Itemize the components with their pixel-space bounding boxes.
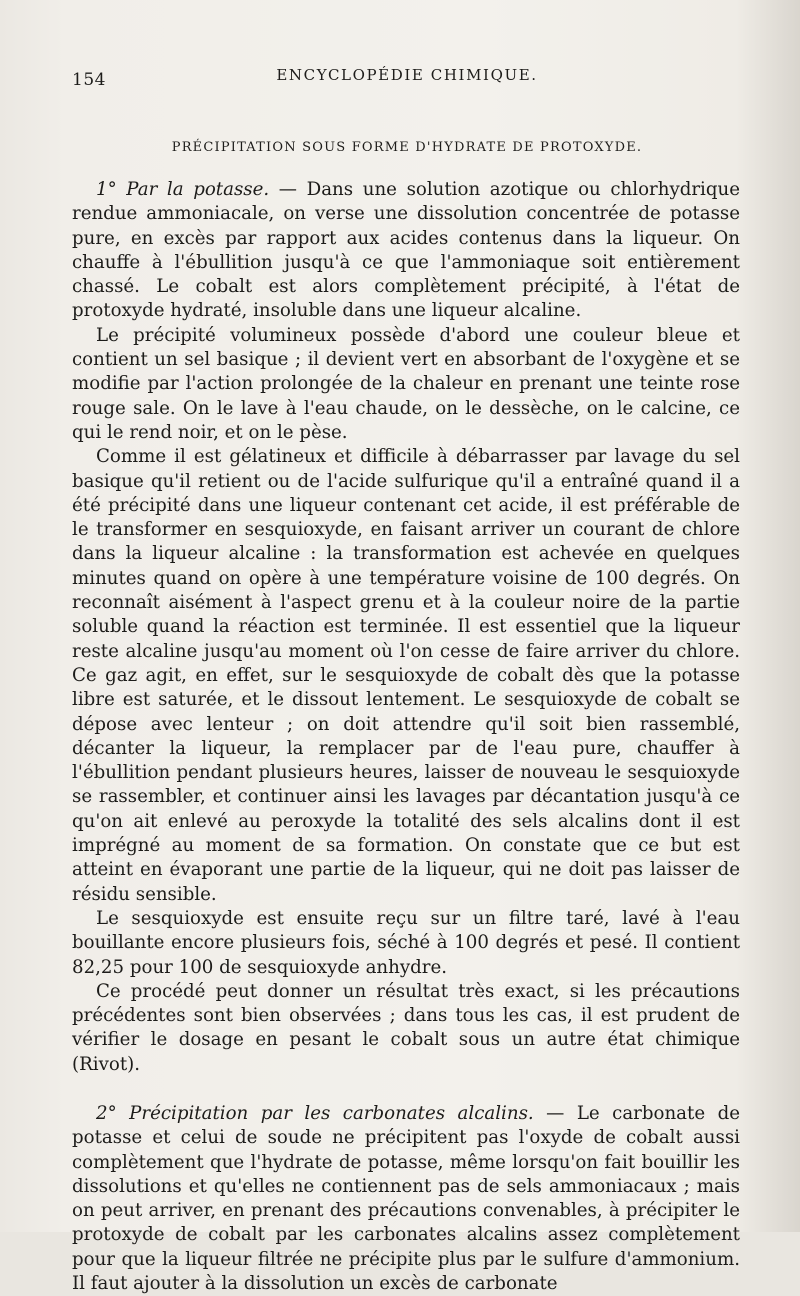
running-title: ENCYCLOPÉDIE CHIMIQUE. bbox=[276, 66, 538, 84]
page-header bbox=[72, 66, 742, 92]
paragraph bbox=[72, 1102, 740, 1296]
paragraph: Ce procédé peut donner un résultat très exact, si les précautions précédentes sont bien observées ; dans tous les cas, il est prudent de vérifier le dosage en pesant le cobalt sous un autre état chimique (Rivot). bbox=[72, 980, 740, 1075]
section-heading: PRÉCIPITATION SOUS FORME D'HYDRATE DE PROTOXYDE. bbox=[171, 140, 643, 155]
paragraph: Le précipité volumineux possède d'abord une couleur bleue et contient un sel basique ; il devient vert en absorbant de l'oxygène et se modifie par l'action prolongée de la chaleur en prenant une teinte rose rouge sale. On le lave à l'eau chaude, on le dessèche, on le calcine, ce qui le rend noir, et on le pèse. bbox=[72, 324, 740, 443]
paragraph-text: — Le carbonate de potasse et celui de soude ne précipitent pas l'oxyde de cobalt aussi complètement que l'hydrate de potasse, même lorsqu'on fait bouillir les dissolutions et qu'elles ne contiennent pas de sels ammoniacaux ; mais on peut arriver, en prenant des précautions convenables, à précipiter le protoxyde de cobalt par les carbonates alcalins assez complètement pour que la liqueur filtrée ne précipite plus par le sulfure d'ammonium. Il faut ajouter à la dissolution un excès de carbonate bbox=[72, 1102, 740, 1295]
paragraph: Comme il est gélatineux et difficile à débarrasser par lavage du sel basique qu'il retient ou de l'acide sulfurique qu'il a entraîné quand il a été précipité dans une liqueur contenant cet acide, il est préférable de le transformer en sesquioxyde, en faisant arriver un courant de chlore dans la liqueur alcaline : la transformation est achevée en quelques minutes quand on opère à une température voisine de 100 degrés. On reconnaît aisément à l'aspect grenu et à la couleur noire de la partie soluble quand la réaction est terminée. Il est essentiel que la liqueur reste alcaline jusqu'au moment où l'on cesse de faire arriver du chlore. Ce gaz agit, en effet, sur le sesquioxyde de cobalt dès que la potasse libre est saturée, et le dissout lentement. Le sesquioxyde de cobalt se dépose avec lenteur ; on doit attendre qu'il soit bien rassemblé, décanter la liqueur, la remplacer par de l'eau pure, chauffer à l'ébullition pendant plusieurs heures, laisser de nouveau le sesquioxyde se rassembler, et continuer ainsi les lavages par décantation jusqu'à ce qu'on ait enlevé au peroxyde la totalité des sels alcalins dont il est imprégné au moment de sa formation. On constate que ce but est atteint en évaporant une partie de la liqueur, qui ne doit pas laisser de résidu sensible. bbox=[72, 446, 740, 905]
paragraph: Le sesquioxyde est ensuite reçu sur un filtre taré, lavé à l'eau bouillante encore plusieurs fois, séché à 100 degrés et pesé. Il contient 82,25 pour 100 de sesquioxyde anhydre. bbox=[72, 907, 740, 978]
page-number: 154 bbox=[72, 70, 106, 90]
paragraph-lead: 1° Par la potasse. bbox=[96, 179, 270, 200]
paragraph bbox=[72, 178, 740, 324]
paragraph-lead: 2° Précipitation par les carbonates alcalins. bbox=[96, 1102, 534, 1124]
body-text bbox=[72, 178, 740, 1296]
paragraph-text: — Dans une solution azotique ou chlorhydrique rendue ammoniacale, on verse une dissolution concentrée de potasse pure, en excès par rapport aux acides contenus dans la liqueur. On chauffe à l'ébullition jusqu'à ce que l'ammoniaque soit entièrement chassé. Le cobalt est alors complètement précipité, à l'état de protoxyde hydraté, insoluble dans une liqueur alcaline. bbox=[72, 179, 740, 322]
